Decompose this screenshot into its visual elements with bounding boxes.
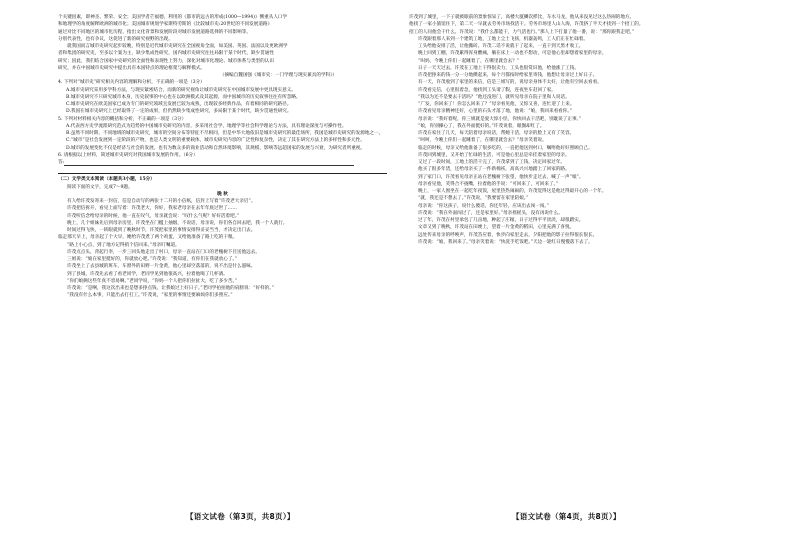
line-text: 个关键因素，即神圣、繁荣、安全；美国学者芒福德，利用的《都市的远古的形成(1000—1994)》侧重从人口学 [58,15,288,20]
line-text: 到了县城，许茂先去看了看老同学，老同学见到他很高兴，拉着他喝了几杯酒。 [67,271,228,277]
right-text-line [409,21,780,28]
right-text-line [409,210,780,217]
right-text-line [409,166,780,173]
line-text: 5. 下列对材料相关内容的概括和分析，不正确的一项是（3分） [58,116,187,122]
left-text-line [58,285,387,292]
line-text: “呵呵，今晚上你们一起睡着了，在哪里就会去？”母亲笑着说。 [418,138,547,144]
right-text-line [409,50,780,57]
right-text-line [409,58,780,65]
line-text: B.城市史研究不只研究城市本身，历史叙事的中心也在以欧洲模式及其起源，而中国城市的历史叙事往往有所忽略。 [66,94,301,100]
left-text-line [58,234,387,241]
line-text: 招工的人问他会干什么，许茂说：“我什么都能干，力气活也行。”那人上下打量了他一番，说：“那你跟我走吧。” [409,29,635,35]
right-text-line [409,65,780,72]
line-text: 有人给许茂发寄来一封信，信是自动写的两张十二开的小信纸，信封上写着“许茂老大亲启”。 [67,199,256,204]
line-text: D.城市的发展变化不仅是经济与社会的发展，也有为数众多的商业活动和自然环境影响，其规模、影响等远超国家的发展与兴衰，为研究者所重视。 [66,145,365,151]
left-text-line [58,21,387,28]
right-page [397,0,794,535]
line-text: 到了家门口，许茂看见母亲正站在老槐树下张望，他快步走过去，喊了一声“娘”。 [418,174,584,180]
line-text: “路上小心点，到了地方记得捎个信回来。”母亲叮嘱道。 [67,242,180,248]
right-text-line [409,159,780,166]
line-text: 许茂说：“娘，我回来了。”母亲笑着说：“快洗手吃饭吧。”天边一轮红日慢慢落下去了。 [418,239,593,245]
line-text: 过了年，许茂在村里承包了几亩地，种起了庄稼，日子过得平平淡淡，却很踏实。 [418,218,584,223]
left-text-line [58,50,387,57]
line-text: “你们娘俩这些年真不容易啊。”老同学说，“你妈一个人把你们拉扯大，吃了多少苦。” [67,278,238,284]
left-text-line [58,242,387,249]
left-text-line [58,36,387,43]
line-text: “娘，你别操心了，我在外面挺好的。”许茂说着，眼圈却红了。 [418,123,545,129]
left-text-line [58,137,387,144]
line-text: 分别代表性，也有争议，这促进了新的研究视野的出现。 [58,36,173,42]
left-text-line [58,213,387,220]
line-text: 工头给他安排了活，让他搬砖。许茂二话不说就干了起来，一直干到天黑才收工。 [418,44,584,49]
left-text-line [58,94,387,101]
line-text: 许茂看完信，心里很着急，他找到工头请了假，连夜坐车赶回了家。 [418,87,556,93]
left-text-line [58,205,387,212]
left-text-line [58,116,387,123]
left-text-line [58,152,387,159]
line-text: 晚上，一家人围坐在一起吃年夜饭，屋里热热闹闹的，许茂觉得这是他过得最开心的一个年。 [418,189,607,194]
line-text: 文章又到了晚秋，许茂站在田埂上，望着一片金黄的稻田，心里充满了喜悦。 [418,225,575,231]
right-text-line [409,145,780,152]
line-text: C.城市史研究在欧美国家已成为专门的研究领域且发展已较为成熟，出现较多经典作品，有着相同的研究路径。 [66,102,292,107]
left-text-line [58,271,387,278]
line-text: A.城市史研究采用多学科方法，与现实紧密结合，而新的研究视角让城市史研究在中国城市发展中更具现实意义。 [66,87,296,93]
left-text-line [58,263,387,270]
left-text-line [58,191,387,198]
left-text-line [58,173,387,183]
line-text: A.代表西方史学流派研究范式为趋势的中国城市史研究的内容，多采用社会学、地理学等社会科学理论与方法，具有理论深度与可操作性。 [66,123,347,129]
left-text-line [58,184,387,191]
right-text-line [409,188,780,195]
right-text-line [409,239,780,246]
left-text-line [58,278,387,285]
line-text: （二）文学类文本阅读（本题共3小题，15分） [58,177,155,183]
line-text: 晚上回到工棚，许茂累得浑身酸痛，躺在床上一动也不想动，可是他心里却想着家里的母亲。 [418,51,607,57]
line-text: 者和集团的研究史，至多以个案为主，缺少集成性研究，国内城市史研究往往局限于某个时代，缺少贯通性 [58,51,274,57]
line-text: 又过了一段时间，工地上的活干完了，许茂拿到了工钱，决定回家过年。 [418,160,566,165]
left-text-line [58,130,387,137]
left-text-line [58,227,387,234]
right-text-line [409,116,780,123]
line-text: 6. 请根据以上材料，简述城市史研究对我国城市发展的作用。（6分） [58,152,198,158]
line-text: 三姐说：“娘在家里挺好的，你就放心吧。”许茂说：“我知道，有你们在我就放心了。” [67,257,238,262]
line-text: 通过对比不同地区的城市化历程，指出文化背景和发展阶段对城市发展道路选择的不同影响等。 [58,29,251,35]
right-text-line [409,232,780,239]
right-text-line [409,14,780,21]
right-text-line [409,130,780,137]
line-text: 许茂说：“我在外面闯过了，还是家里好。”母亲摇摇头，没有再说什么。 [418,210,563,216]
right-text-line [409,203,780,210]
right-text-line [409,29,780,36]
right-text-line [409,87,780,94]
right-text-line [409,152,780,159]
right-text-line [409,94,780,101]
line-text: 有一天，许茂收到了家里的来信，信是三姐写的，说母亲身体不太好，让他有空回去看看。 [418,80,602,86]
line-text: 时间过得飞快，一转眼就到了晚秋时节，许茂把家里的事情安排得妥妥当当，才决定出门去。 [67,228,256,233]
line-text: 许茂看见母亲精神还好，心里的石头才落了地，他说：“娘，我回来看看你。” [418,109,572,115]
line-text: 许茂到了城里，一下子就被眼前的景象惊呆了，高楼大厦鳞次栉比，车水马龙，他从来没见过这么热闹的地方。 [409,15,635,20]
line-text: 许茂说：“是啊，我这次出来也是想多挣点钱，让我娘过上好日子。”老同学拍拍他的肩膀说：“好样的。” [67,286,274,291]
line-text: 答: [58,160,65,165]
line-text: 许茂点点头，背起行李，一步三回头地走出了村口，母亲一直站在门口的老槐树下目送他远去。 [67,249,260,255]
line-text: 晚上，几个姐妹先后到母亲房里，许茂坐在门槛上抽烟，不说话，母亲说，你们各自回去吧，我一个人就行。 [67,220,288,226]
line-text: 许茂把信拆开，看见上面写着：许茂老大，你好，我家老母亲在去年年底过世了…… [67,206,237,212]
line-text: 许茂听信念给母亲的时候，他一直在叹气，母亲就会说：“叹什么气呢？好好活着吧。” [67,213,240,219]
left-text-line [58,220,387,227]
left-text-line [58,79,387,86]
left-text-line [58,65,387,72]
left-text-line [58,198,387,205]
line-text: 就我国而言城市史研究起步较晚，特别是近代城市史研究在全国视角全面，如美国、英国、法国以及更欧洲学 [67,44,288,49]
right-text-line [409,79,780,86]
line-text: “叫妈，今晚上你们一起睡着了，在哪里就会去？” [418,58,520,64]
line-text: 许茂在家住了几天，每天陪着母亲说话，帮她干活，母亲的脸上又有了笑容。 [418,131,575,136]
right-text-line [409,72,780,79]
line-text: 4. 下列对“城市史”研究相关内容的理解和分析，不正确的一项是（3分） [58,80,205,86]
left-text-line [58,43,387,50]
line-text: 日子一天天过去，许茂在工地上干得很卖力，工头也很赏识他，给他涨了工钱。 [418,65,579,71]
line-text: 他买了很多年货，还给母亲买了一件新棉袄，高高兴兴地踏上了回家的路。 [418,167,570,173]
right-page-footer: 【语文试卷（第4页，共8页）】 [512,512,621,521]
right-text-line [409,36,780,43]
right-text-line [409,224,780,231]
right-text-line [409,43,780,50]
left-text-line [58,108,387,115]
line-text: “广发，你回来了！你怎么回来了？”母亲看见他，又惊又喜，连忙迎了上来。 [418,102,575,107]
left-text-line [58,159,387,166]
left-text-line [58,292,387,299]
line-text: 研究，并在中国城市史研究中提出具有本国特点的理论框架与解释模式。 [58,65,206,71]
left-text-line [58,256,387,263]
line-text: 研究；因此，我们结合国家中史研究的全面性和表现性上努力，深化对城市化理论、城市体系与类型的认识 [58,58,274,64]
right-text-line [409,181,780,188]
line-text: 母亲说：“我好着呢，你三姐就是爱大惊小怪，你快回去干活吧，别耽误了正事。” [418,116,582,122]
line-text: B.虽然不同时期、不同地域的城市史研究，城市的空间分布等特征不尽相同，但是中华大地依旧是城市史研究的最佳场所，我国是城市史研究的发源地之一。 [66,131,384,136]
line-text: 和地理学的角度解释欧洲的城市化；美国城市规划学家斯特劳斯的《比较城市史:20世纪的不同发展道路》 [58,22,273,28]
line-text: 他找了一家小旅馆住下，第二天一早就去劳务市场找活干。劳务市场里人山人海，许茂挤了半天才找到一个招工的。 [409,22,644,28]
line-text: 许茂把挣来的钱一分一分地攒起来，每个月都按时给家里寄钱，他想让母亲过上好日子。 [418,73,598,78]
line-text: （摘编自魏国强《城市史：一门学理与现实兼具的学科》） [219,73,337,78]
left-text-line [58,145,387,152]
line-text: 远处传来母亲的呼唤声，许茂答应着，快步向家里走去，夕阳把他的影子拉得很长很长。 [418,232,598,238]
left-text-line [58,87,387,94]
right-text-line [409,123,780,130]
left-text-line [58,249,387,256]
right-text-line [409,108,780,115]
answer-blank-line[interactable] [64,160,354,166]
line-text: 许茂坐上了去县城的班车，车窗外的田野一片金黄，他心里却空落落的，说不出是什么滋味。 [67,264,256,270]
line-text: “就，我还是不想去了。”许茂说，“我要留在家里陪娘。” [418,196,529,202]
left-text-line [58,101,387,108]
right-text-line [409,137,780,144]
line-text: 临走那天早上，母亲起了个大早，她给许茂煮了两个鸡蛋，又给他准备了路上吃的干粮。 [58,235,238,241]
line-text: 阅读下面的文字，完成7～9题。 [67,184,133,190]
line-text: 许茂回到城里，又开始了忙碌的生活，可是他心里总是牵挂着家里的母亲。 [418,152,570,158]
left-page-footer: 【语文试卷（第3页，共8页）】 [186,512,295,521]
left-text-line [58,29,387,36]
right-text-line [409,195,780,202]
line-text: “我没有什么本事，只能出去打打工。”许茂说，“家里的事情还要麻烦你们多照应。” [67,293,233,299]
line-text: C.“城市”是社会发展到一定阶段的产物，也是人类文明的重要载体，城市史研究内容的广泛性和复杂性，决定了其在研究方法上的多样性和多元性。 [66,138,365,144]
right-text-line [409,217,780,224]
line-text: D.我国在城市史研究上已经取得了一定的成果，但仍然缺少集成性研究，多局限于某个时代，缺少贯通性研究。 [66,109,292,115]
line-text: “我以为还不是要去干活吗？”他还没进门，就听见母亲在院子里和人说话。 [418,94,570,100]
right-text-line [409,174,780,181]
left-text-line [58,58,387,65]
line-text: 母亲说：“你这孩子，说什么傻话，你还年轻，应该出去闯一闯。” [418,203,550,209]
right-text-line [409,101,780,108]
line-text: 母亲看见他，笑得合不拢嘴，拉着他的手说：“可回来了，可回来了。” [418,181,559,187]
left-text-line [58,72,387,79]
line-text: 晚 秋 [217,191,228,197]
left-text-line [58,123,387,130]
left-text-line [58,14,387,21]
line-text: 临走的时候，母亲又给他准备了很多吃的，一直把他送到村口，嘱咐他好好照顾自己。 [418,145,593,151]
line-text: 许茂跟着那人来到一个建筑工地，工地上尘土飞扬，机器轰鸣，工人们正在忙碌着。 [418,36,588,42]
